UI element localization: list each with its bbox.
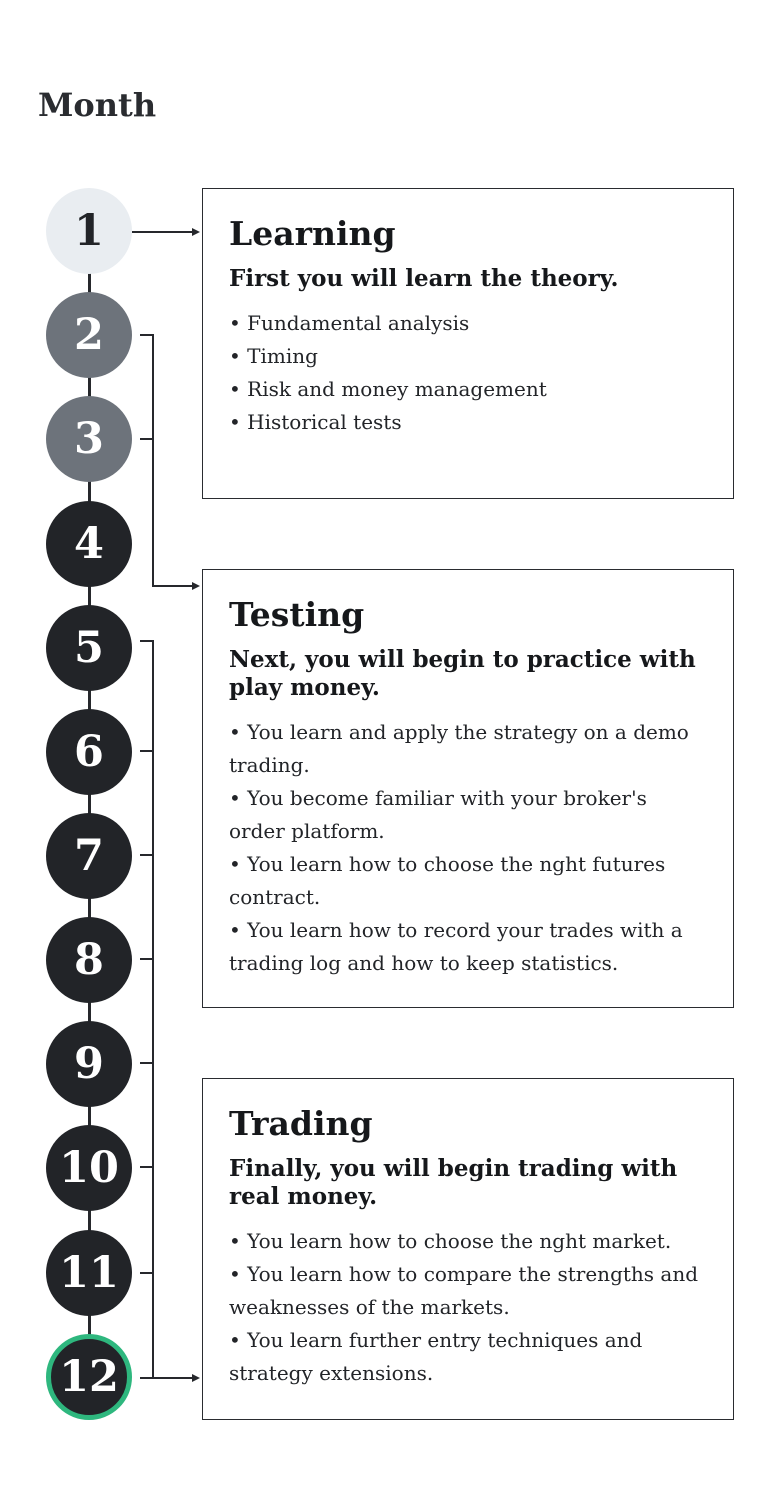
list-item: • You become familiar with your broker's order platform. — [229, 782, 707, 848]
list-item: • You learn how to choose the nght futures contract. — [229, 848, 707, 914]
phase-testing-box — [202, 569, 734, 1008]
phase-learning-subtitle: First you will learn the theory. — [229, 264, 619, 292]
month-5-circle: 5 — [46, 605, 132, 691]
list-item: • You learn how to record your trades with a trading log and how to keep statistics. — [229, 914, 707, 980]
month-4-circle: 4 — [46, 501, 132, 587]
list-item: • You learn and apply the strategy on a demo trading. — [229, 716, 707, 782]
list-item: • You learn how to choose the nght market. — [229, 1225, 707, 1258]
phase-trading-title: Trading — [229, 1104, 373, 1143]
page-title: Month — [38, 86, 157, 124]
month-11-circle: 11 — [46, 1230, 132, 1316]
month-6-circle: 6 — [46, 709, 132, 795]
list-item: • Risk and money management — [229, 373, 707, 406]
phase-trading-subtitle: Finally, you will begin trading with real money. — [229, 1154, 678, 1210]
month-10-circle: 10 — [46, 1125, 132, 1211]
month-12-circle: 12 — [46, 1334, 132, 1420]
month-2-circle: 2 — [46, 292, 132, 378]
phase-testing-list — [229, 716, 707, 980]
list-item: • Timing — [229, 340, 707, 373]
phase-learning-list — [229, 307, 707, 439]
phase-learning-title: Learning — [229, 214, 396, 253]
phase-trading-list — [229, 1225, 707, 1390]
month-3-circle: 3 — [46, 396, 132, 482]
month-9-circle: 9 — [46, 1021, 132, 1107]
month-8-circle: 8 — [46, 917, 132, 1003]
list-item: • You learn further entry techniques and strategy extensions. — [229, 1324, 707, 1390]
list-item: • Historical tests — [229, 406, 707, 439]
phase-trading-box — [202, 1078, 734, 1420]
month-1-circle: 1 — [46, 188, 132, 274]
phase-testing-subtitle: Next, you will begin to practice with play money. — [229, 645, 696, 701]
phase-testing-title: Testing — [229, 595, 365, 634]
list-item: • Fundamental analysis — [229, 307, 707, 340]
month-7-circle: 7 — [46, 813, 132, 899]
list-item: • You learn how to compare the strengths and weaknesses of the markets. — [229, 1258, 707, 1324]
phase-learning-box — [202, 188, 734, 499]
